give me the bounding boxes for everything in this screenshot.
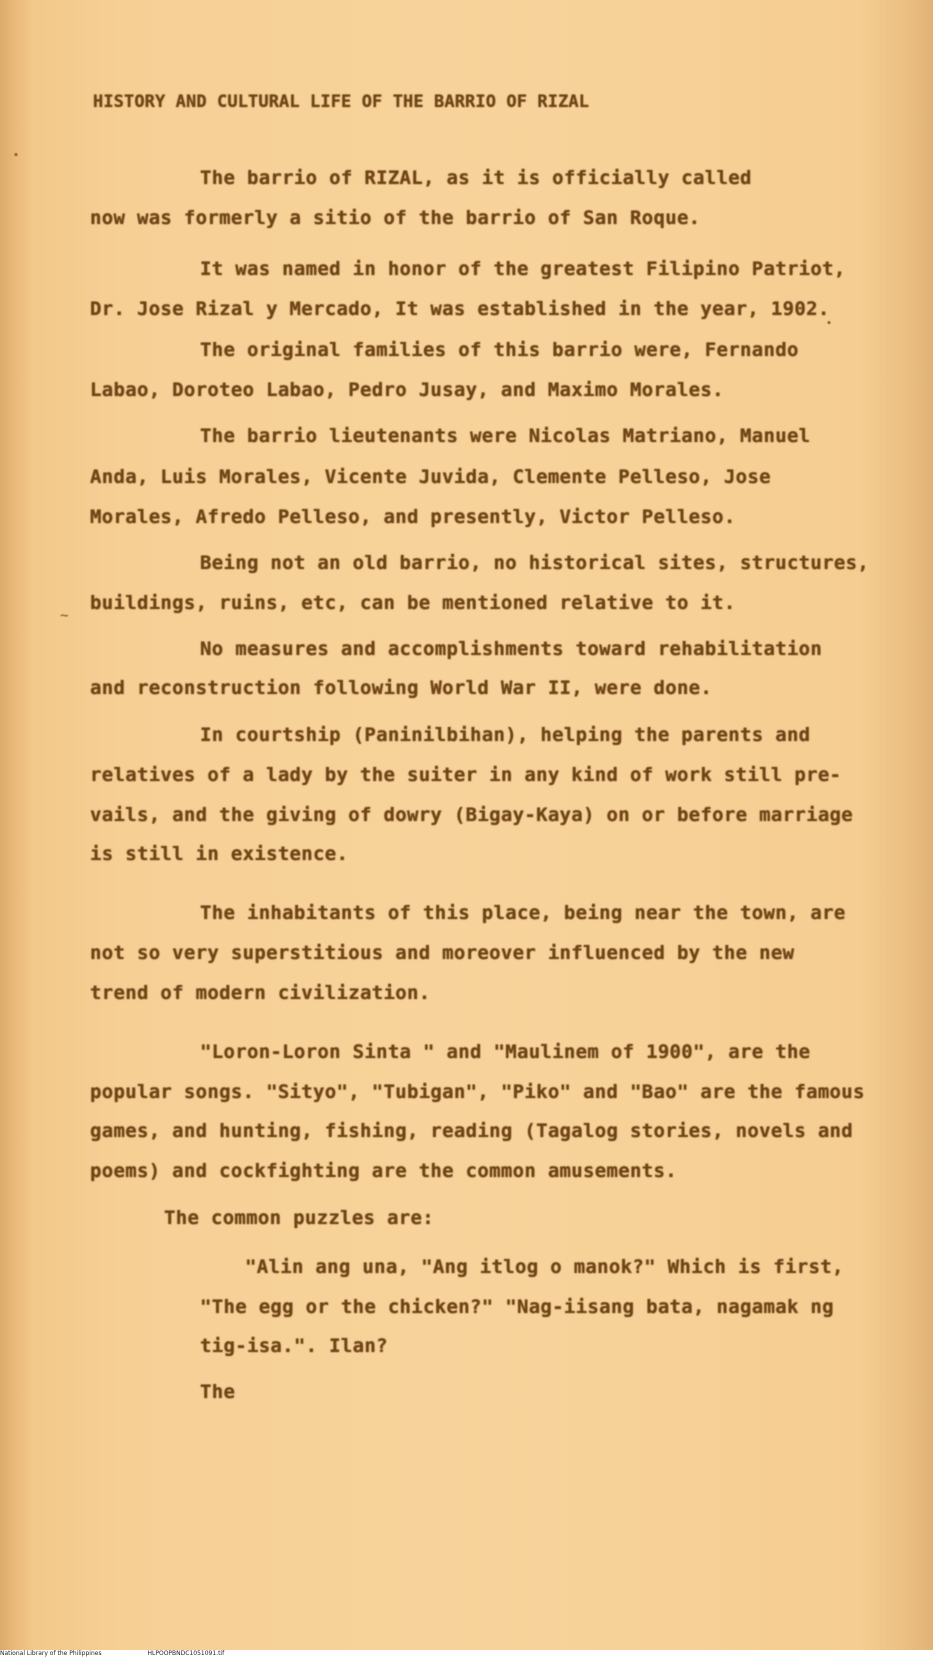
text-line: The barrio of RIZAL, as it is officially called: [200, 167, 752, 189]
text-line: and reconstruction following World War II, were done.: [90, 677, 713, 699]
text-line: The original families of this barrio were, Fernando: [200, 339, 799, 361]
text-line: Labao, Doroteo Labao, Pedro Jusay, and Maximo Morales.: [90, 379, 724, 401]
text-line: The common puzzles are:: [164, 1207, 434, 1229]
text-line: is still in existence.: [90, 843, 349, 865]
text-line: now was formerly a sitio of the barrio of San Roque.: [90, 207, 701, 229]
text-line: Dr. Jose Rizal y Mercado, It was established in the year, 1902.: [90, 298, 830, 320]
footer-library: National Library of the Philippines: [0, 1650, 102, 1657]
text-line: The barrio lieutenants were Nicolas Matriano, Manuel: [200, 425, 811, 447]
text-line: buildings, ruins, etc, can be mentioned relative to it.: [90, 592, 736, 614]
text-line: No measures and accomplishments toward rehabilitation: [200, 638, 823, 660]
document-title: HISTORY AND CULTURAL LIFE OF THE BARRIO OF RIZAL: [93, 92, 590, 112]
text-line: popular songs. "Sityo", "Tubigan", "Piko" and "Bao" are the famous: [90, 1081, 865, 1103]
text-line: Being not an old barrio, no historical sites, structures,: [200, 552, 870, 574]
scan-footer: [0, 1650, 933, 1658]
text-line: vails, and the giving of dowry (Bigay-Kaya) on or before marriage: [90, 804, 854, 826]
text-line: In courtship (Paninilbihan), helping the parents and: [200, 724, 811, 746]
text-line: It was named in honor of the greatest Filipino Patriot,: [200, 258, 846, 280]
text-line: The inhabitants of this place, being near the town, are: [200, 902, 846, 924]
text-line: games, and hunting, fishing, reading (Tagalog stories, novels and: [90, 1120, 854, 1142]
footer-file: HLPOOPBNDC1051091.tif: [147, 1650, 225, 1657]
text-line: poems) and cockfighting are the common amusements.: [90, 1160, 677, 1182]
text-line: trend of modern civilization.: [90, 982, 431, 1004]
stray-mark: ~: [60, 608, 69, 624]
text-line: Morales, Afredo Pelleso, and presently, Victor Pelleso.: [90, 506, 736, 528]
stray-mark: •: [13, 150, 20, 161]
text-line: not so very superstitious and moreover influenced by the new: [90, 942, 795, 964]
stray-mark: •: [826, 318, 833, 329]
text-line: relatives of a lady by the suiter in any kind of work still pre-: [90, 764, 842, 786]
text-line: Anda, Luis Morales, Vicente Juvida, Clemente Pelleso, Jose: [90, 466, 771, 488]
text-line: "Loron-Loron Sinta " and "Maulinem of 1900", are the: [200, 1041, 811, 1063]
text-line: The: [200, 1381, 236, 1403]
text-line: "The egg or the chicken?" "Nag-iisang bata, nagamak ng: [200, 1296, 834, 1318]
text-line: "Alin ang una, "Ang itlog o manok?" Which is first,: [245, 1256, 844, 1278]
text-line: tig-isa.". Ilan?: [200, 1335, 388, 1357]
